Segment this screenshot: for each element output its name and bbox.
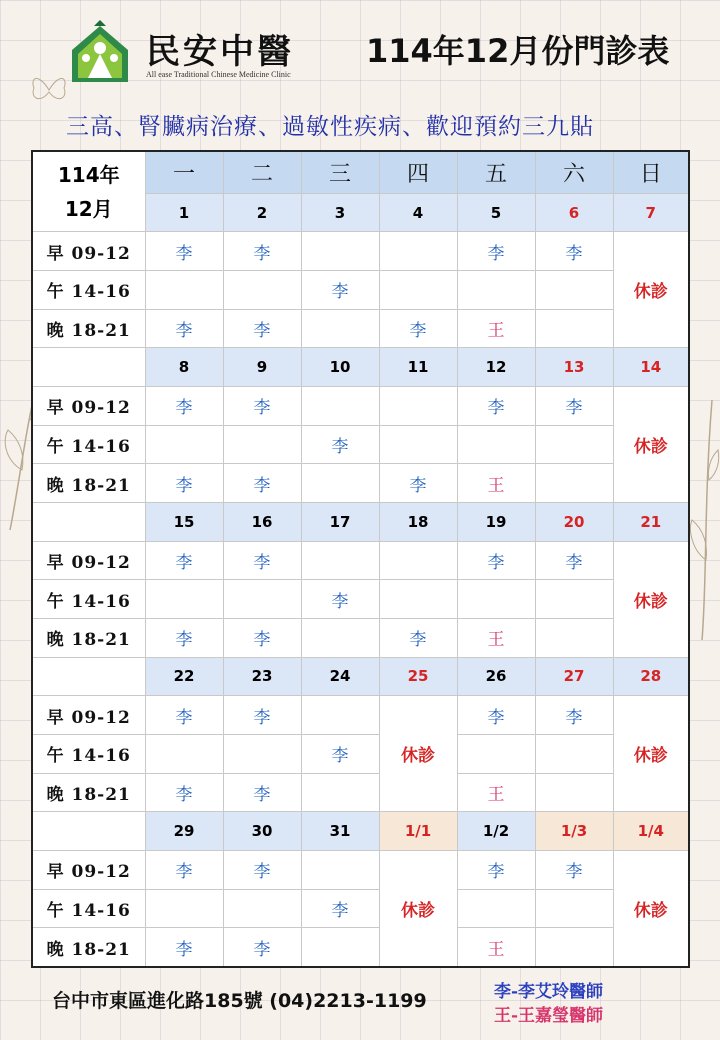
doctor-cell: 李	[223, 773, 301, 812]
date-row	[32, 812, 689, 851]
doctor-cell: 李	[301, 425, 379, 464]
doctor-cell	[379, 425, 457, 464]
doctor-cell: 李	[379, 618, 457, 657]
slot-row	[32, 271, 689, 310]
doctor-cell: 李	[535, 696, 613, 735]
date-cell: 26	[457, 657, 535, 696]
doctor-cell	[535, 425, 613, 464]
doctor-cell: 李	[301, 889, 379, 928]
date-cell: 9	[223, 348, 301, 387]
slot-label: 午 14-16	[32, 271, 145, 310]
slot-label: 早 09-12	[32, 387, 145, 426]
date-cell: 17	[301, 502, 379, 541]
doctor-cell: 李	[457, 850, 535, 889]
header	[60, 18, 700, 94]
date-cell: 18	[379, 502, 457, 541]
legend-wang: 王-王嘉瑩醫師	[494, 1006, 604, 1026]
slot-label: 早 09-12	[32, 850, 145, 889]
doctor-cell	[301, 850, 379, 889]
date-cell: 20	[535, 502, 613, 541]
doctor-cell	[379, 232, 457, 271]
doctor-cell: 王	[457, 928, 535, 967]
clinic-name: 民安中醫	[146, 32, 294, 72]
doctor-cell: 李	[379, 309, 457, 348]
doctor-cell	[301, 696, 379, 735]
date-cell: 25	[379, 657, 457, 696]
slot-row	[32, 850, 689, 889]
doctor-cell	[145, 889, 223, 928]
doctor-cell: 李	[535, 232, 613, 271]
slot-row	[32, 309, 689, 348]
closed-cell: 休診	[613, 696, 689, 812]
slot-row	[32, 425, 689, 464]
corner-year: 114年	[57, 162, 120, 187]
clinic-address-phone: 台中市東區進化路185號 (04)2213-1199	[52, 990, 427, 1012]
doctor-cell: 李	[223, 541, 301, 580]
doctor-cell: 王	[457, 309, 535, 348]
weekday-header: 四	[379, 151, 457, 193]
doctor-cell	[223, 580, 301, 619]
doctor-cell	[145, 425, 223, 464]
doctor-cell	[301, 387, 379, 426]
doctor-cell	[223, 271, 301, 310]
legend-li: 李-李艾玲醫師	[494, 982, 604, 1002]
doctor-cell: 李	[223, 696, 301, 735]
doctor-cell: 李	[535, 541, 613, 580]
date-cell: 4	[379, 193, 457, 232]
date-cell: 10	[301, 348, 379, 387]
slot-row	[32, 696, 689, 735]
slot-label: 午 14-16	[32, 580, 145, 619]
date-cell: 3	[301, 193, 379, 232]
slot-row	[32, 734, 689, 773]
doctor-cell	[223, 425, 301, 464]
slot-row	[32, 232, 689, 271]
weekday-header: 一	[145, 151, 223, 193]
date-cell: 28	[613, 657, 689, 696]
doctor-cell: 李	[145, 696, 223, 735]
date-row-label-cell	[32, 502, 145, 541]
date-row	[32, 348, 689, 387]
date-cell: 27	[535, 657, 613, 696]
date-cell: 12	[457, 348, 535, 387]
date-cell: 8	[145, 348, 223, 387]
closed-cell: 休診	[613, 850, 689, 967]
date-row	[32, 151, 689, 193]
slot-row	[32, 387, 689, 426]
doctor-cell: 李	[301, 580, 379, 619]
doctor-cell	[535, 580, 613, 619]
doctor-cell: 李	[379, 464, 457, 503]
doctor-cell: 李	[457, 232, 535, 271]
doctor-cell: 李	[145, 541, 223, 580]
doctor-cell: 李	[223, 618, 301, 657]
date-row-label-cell	[32, 348, 145, 387]
date-cell: 1	[145, 193, 223, 232]
doctor-cell	[145, 580, 223, 619]
date-cell: 24	[301, 657, 379, 696]
doctor-cell	[457, 271, 535, 310]
doctor-cell	[301, 618, 379, 657]
doctor-cell: 李	[301, 734, 379, 773]
slot-label: 晚 18-21	[32, 773, 145, 812]
doctor-cell	[535, 889, 613, 928]
doctor-cell	[457, 425, 535, 464]
date-cell: 14	[613, 348, 689, 387]
doctor-cell: 李	[457, 696, 535, 735]
slot-label: 午 14-16	[32, 425, 145, 464]
slot-row	[32, 928, 689, 967]
weekday-header: 日	[613, 151, 689, 193]
date-cell: 7	[613, 193, 689, 232]
date-cell: 2	[223, 193, 301, 232]
schedule-title: 114年12月份門診表	[366, 32, 670, 70]
slot-row	[32, 618, 689, 657]
doctor-cell	[535, 271, 613, 310]
doctor-cell: 李	[223, 850, 301, 889]
doctor-cell: 李	[223, 928, 301, 967]
slot-label: 晚 18-21	[32, 464, 145, 503]
date-cell: 6	[535, 193, 613, 232]
doctor-cell	[223, 734, 301, 773]
slot-label: 晚 18-21	[32, 618, 145, 657]
doctor-cell: 李	[223, 309, 301, 348]
weekday-header: 六	[535, 151, 613, 193]
weekday-header: 二	[223, 151, 301, 193]
date-cell: 1/1	[379, 812, 457, 851]
slot-label: 晚 18-21	[32, 928, 145, 967]
date-cell: 22	[145, 657, 223, 696]
doctor-cell	[535, 309, 613, 348]
date-cell: 1/2	[457, 812, 535, 851]
corner-month: 12月	[64, 196, 113, 221]
date-cell: 31	[301, 812, 379, 851]
doctor-cell	[301, 928, 379, 967]
doctor-cell	[301, 232, 379, 271]
slot-label: 午 14-16	[32, 734, 145, 773]
closed-cell: 休診	[613, 387, 689, 503]
slot-row	[32, 773, 689, 812]
date-cell: 11	[379, 348, 457, 387]
slot-label: 晚 18-21	[32, 309, 145, 348]
doctor-cell: 李	[301, 271, 379, 310]
date-cell: 19	[457, 502, 535, 541]
doctor-cell: 李	[145, 928, 223, 967]
doctor-cell: 王	[457, 464, 535, 503]
closed-cell: 休診	[379, 850, 457, 967]
doctor-cell	[301, 309, 379, 348]
date-row	[32, 657, 689, 696]
doctor-cell	[457, 580, 535, 619]
clinic-schedule-table	[31, 150, 690, 968]
doctor-cell	[379, 387, 457, 426]
weekday-header: 三	[301, 151, 379, 193]
doctor-cell	[379, 541, 457, 580]
date-cell: 21	[613, 502, 689, 541]
closed-cell: 休診	[613, 232, 689, 348]
date-cell: 15	[145, 502, 223, 541]
doctor-cell: 李	[223, 232, 301, 271]
doctor-cell: 李	[145, 850, 223, 889]
date-cell: 29	[145, 812, 223, 851]
slogan: 三高、腎臟病治療、過敏性疾病、歡迎預約三九貼	[66, 114, 594, 140]
date-cell: 5	[457, 193, 535, 232]
date-cell: 23	[223, 657, 301, 696]
doctor-cell: 李	[145, 309, 223, 348]
date-row-label-cell	[32, 657, 145, 696]
doctor-cell: 李	[457, 387, 535, 426]
closed-cell: 休診	[379, 696, 457, 812]
doctor-cell	[301, 464, 379, 503]
doctor-cell	[535, 928, 613, 967]
doctor-cell	[535, 734, 613, 773]
slot-row	[32, 541, 689, 580]
doctor-cell: 李	[145, 464, 223, 503]
clinic-name-english: All ease Traditional Chinese Medicine Clinic	[146, 70, 291, 79]
date-cell: 1/3	[535, 812, 613, 851]
slot-row	[32, 464, 689, 503]
doctor-cell	[145, 271, 223, 310]
date-cell: 30	[223, 812, 301, 851]
month-label-cell	[32, 151, 145, 232]
doctor-cell	[301, 773, 379, 812]
doctor-cell: 李	[535, 387, 613, 426]
doctor-cell: 李	[145, 232, 223, 271]
slot-label: 午 14-16	[32, 889, 145, 928]
doctor-cell	[535, 618, 613, 657]
doctor-cell	[379, 580, 457, 619]
doctor-legend	[494, 980, 603, 1028]
date-row-label-cell	[32, 812, 145, 851]
doctor-cell: 李	[223, 464, 301, 503]
doctor-cell	[301, 541, 379, 580]
doctor-cell	[457, 734, 535, 773]
doctor-cell: 王	[457, 773, 535, 812]
date-row	[32, 502, 689, 541]
slot-label: 早 09-12	[32, 696, 145, 735]
date-cell: 13	[535, 348, 613, 387]
doctor-cell	[535, 464, 613, 503]
doctor-cell: 李	[457, 541, 535, 580]
date-cell: 1/4	[613, 812, 689, 851]
slot-label: 早 09-12	[32, 232, 145, 271]
clinic-logo-icon	[64, 20, 136, 86]
doctor-cell: 王	[457, 618, 535, 657]
doctor-cell	[145, 734, 223, 773]
slot-row	[32, 580, 689, 619]
doctor-cell	[223, 889, 301, 928]
doctor-cell	[379, 271, 457, 310]
doctor-cell: 李	[145, 618, 223, 657]
weekday-header: 五	[457, 151, 535, 193]
doctor-cell	[457, 889, 535, 928]
doctor-cell: 李	[145, 387, 223, 426]
doctor-cell: 李	[223, 387, 301, 426]
doctor-cell: 李	[145, 773, 223, 812]
slot-label: 早 09-12	[32, 541, 145, 580]
slot-row	[32, 889, 689, 928]
doctor-cell	[535, 773, 613, 812]
doctor-cell: 李	[535, 850, 613, 889]
date-cell: 16	[223, 502, 301, 541]
closed-cell: 休診	[613, 541, 689, 657]
